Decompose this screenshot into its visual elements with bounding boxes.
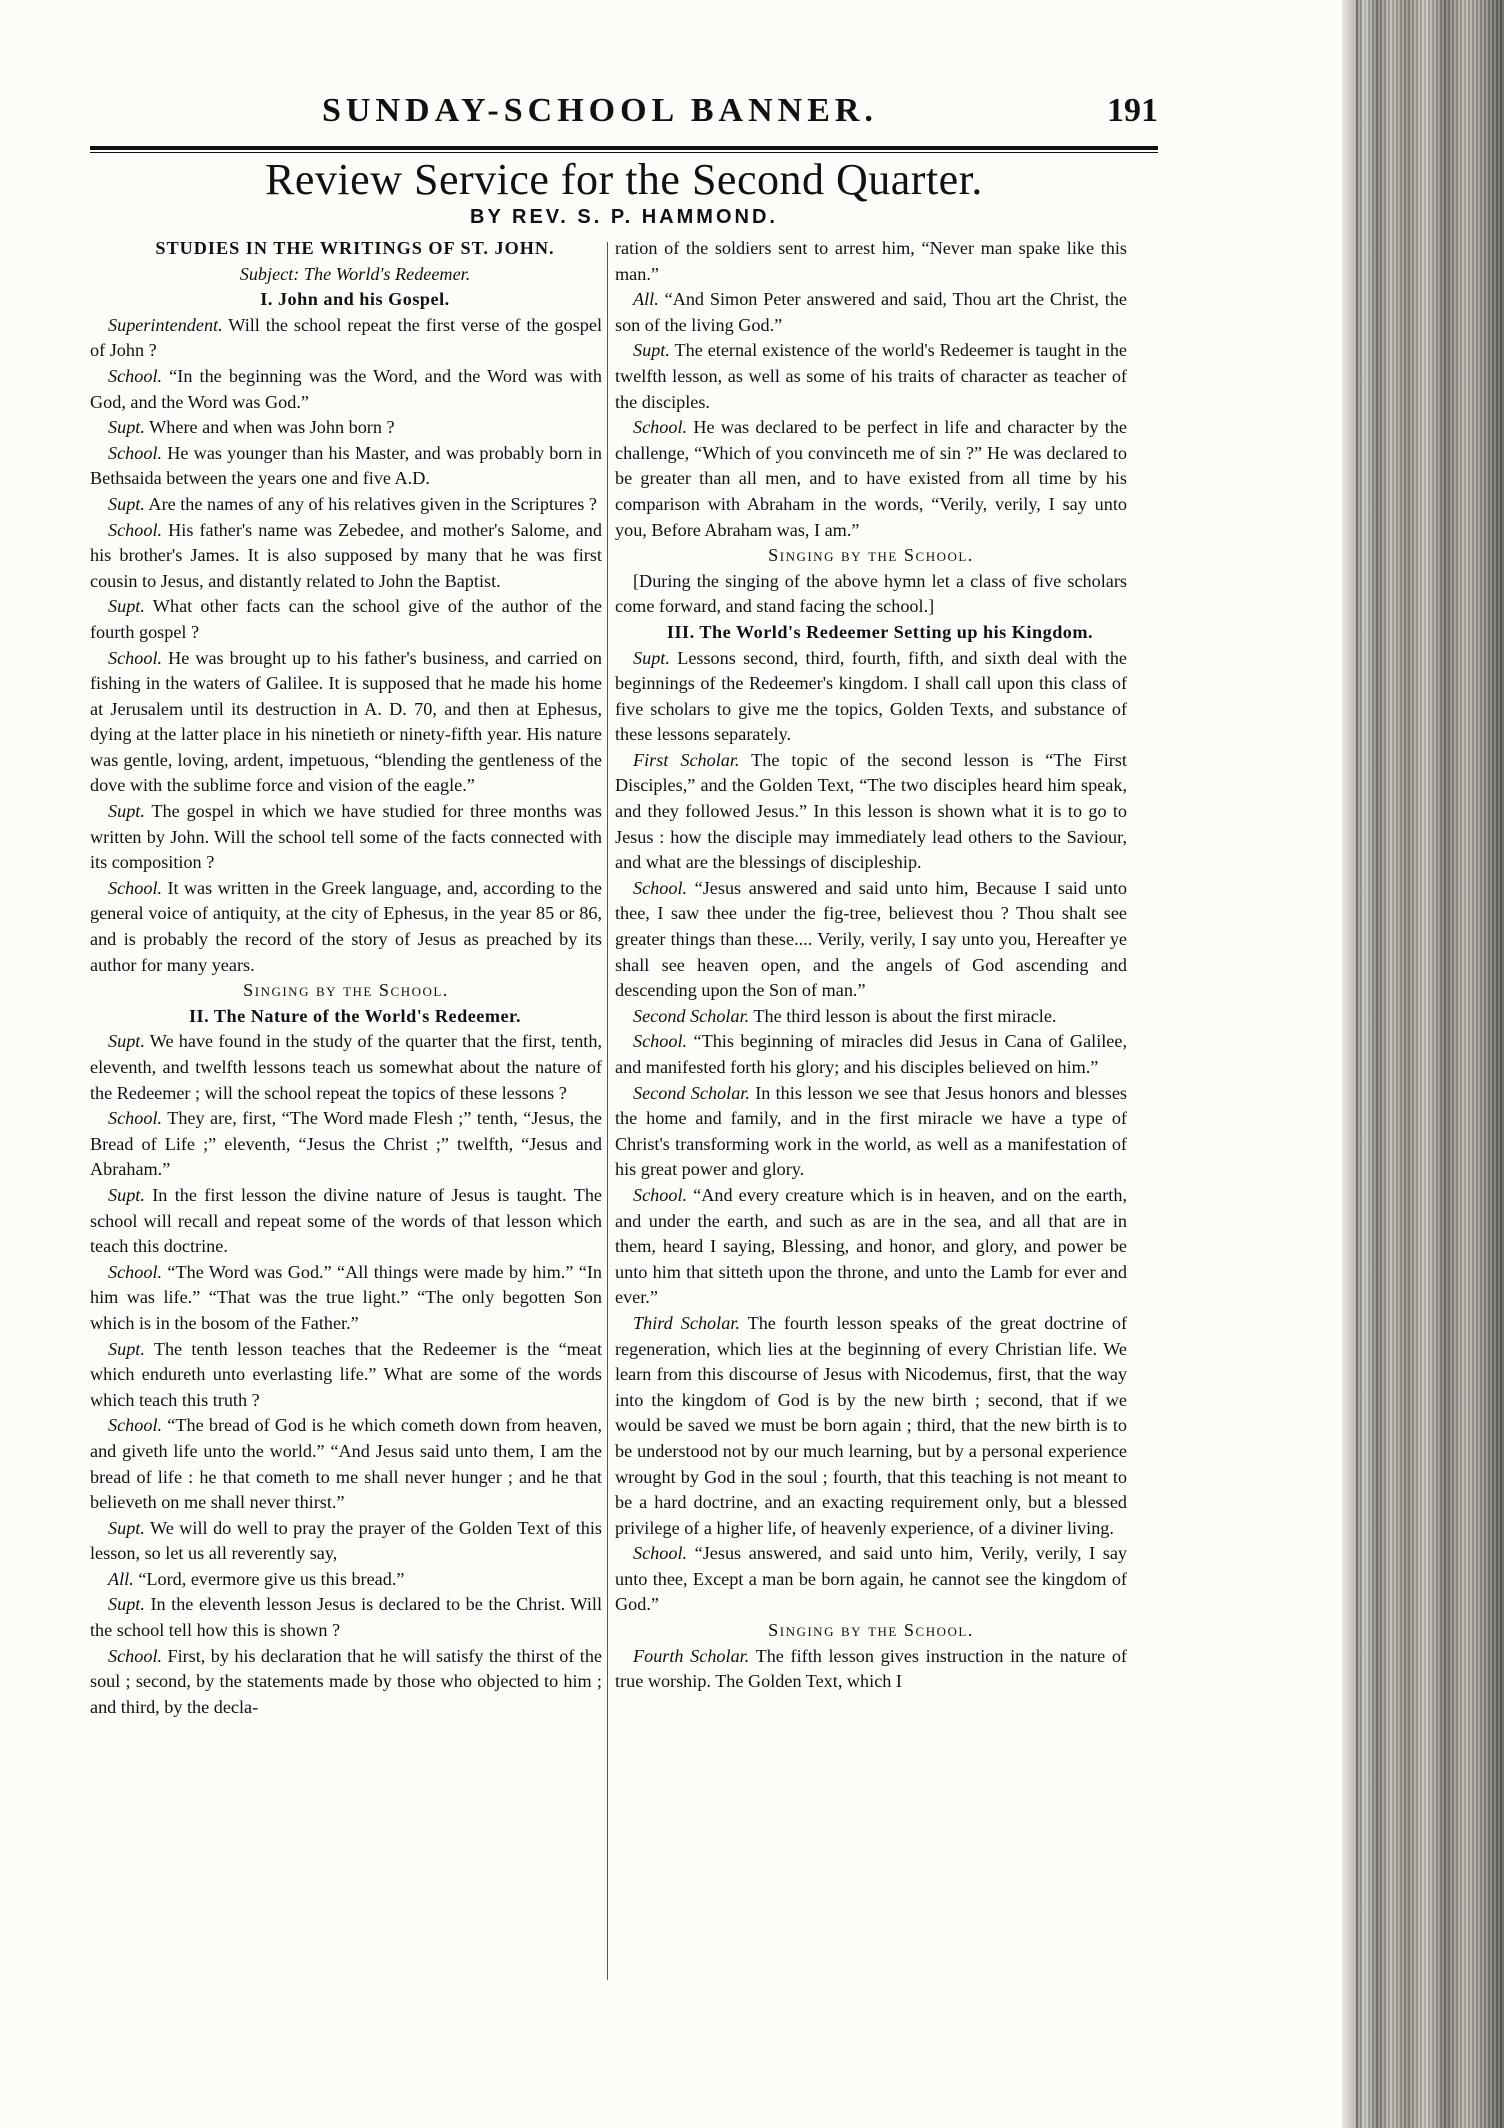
paragraph-text: “In the beginning was the Word, and the Word was with God, and the Word was God.” [90, 365, 602, 412]
speaker: School. [108, 1261, 163, 1282]
paragraph-text: It was written in the Greek language, and, according to the general voice of antiquity, at the city of Ephesus, in the year 85 or 86, and is probably the record of the story of Jesus as preached by its author for many years. [90, 877, 602, 975]
paragraph [90, 799, 602, 876]
paragraph-text: “The bread of God is he which cometh down from heaven, and giveth life unto the world.” “And Jesus said unto them, I am the bread of life : he that cometh to me shall never hunger ; and he that believeth on me shall never thirst.” [90, 1415, 602, 1513]
paragraph [90, 1644, 602, 1721]
speaker: School. [633, 417, 688, 438]
paragraph-text: The tenth lesson teaches that the Redeemer is the “meat which endureth unto everlasting life.” What are some of the words which teach this truth ? [90, 1338, 602, 1410]
paragraph-text: We have found in the study of the quarter that the first, tenth, eleventh, and twelfth lessons teach us somewhat about the nature of the Redeemer ; will the school repeat the topics of these lessons ? [90, 1031, 602, 1103]
paragraph [615, 1183, 1127, 1311]
running-title: SUNDAY-SCHOOL BANNER. [322, 92, 878, 129]
paragraph [90, 492, 602, 518]
subject-line: Subject: The World's Redeemer. [239, 263, 471, 284]
paragraph [615, 415, 1127, 543]
paragraph-text: “The Word was God.” “All things were made by him.” “In him was life.” “That was the true light.” “The only begotten Son which is in the bosom of the Father.” [90, 1261, 602, 1333]
running-header [90, 92, 1158, 142]
speaker: School. [633, 1184, 688, 1205]
paragraph [615, 876, 1127, 1004]
section-heading-2: II. The Nature of the World's Redeemer. [188, 1005, 522, 1026]
speaker: Superintendent. [108, 314, 223, 335]
paragraph [90, 1029, 602, 1106]
left-column [90, 236, 602, 1720]
paragraph [615, 338, 1127, 415]
paragraph-text: The fifth lesson gives instruction in the nature of true worship. The Golden Text, which I [615, 1645, 1127, 1692]
paragraph-text: He was younger than his Master, and was probably born in Bethsaida between the years one and five A.D. [90, 442, 602, 489]
right-column [615, 236, 1127, 1695]
speaker: Supt. [108, 1594, 145, 1615]
speaker: Supt. [108, 493, 145, 514]
paragraph [615, 1004, 1127, 1030]
speaker: School. [108, 1645, 163, 1666]
page-number: 191 [1107, 92, 1158, 129]
paragraph: ration of the soldiers sent to arrest him, “Never man spake like this man.” [615, 238, 1127, 284]
paragraph [615, 1644, 1127, 1695]
paragraph-text: “And every creature which is in heaven, and on the earth, and under the earth, and such as are in the sea, and all that are in them, heard I saying, Blessing, and honor, and glory, and power be unto him that sitteth upon the throne, and unto the Lamb for ever and ever.” [615, 1184, 1127, 1308]
paragraph [90, 441, 602, 492]
speaker: First Scholar. [633, 749, 740, 770]
paragraph-text: “Lord, evermore give us this bread.” [133, 1568, 405, 1589]
speaker: Supt. [108, 1184, 145, 1205]
speaker: Supt. [633, 340, 670, 361]
paragraph-text: In this lesson we see that Jesus honors and blesses the home and family, and in the first miracle we have a type of Christ's transforming work in the world, as well as a manifestation of his great power and glory. [615, 1082, 1127, 1180]
paragraph-text: The topic of the second lesson is “The First Disciples,” and the Golden Text, “The two disciples heard him speak, and they followed Jesus.” In this lesson is shown what it is to go to Jesus : how the disciple may immediately lead others to the Saviour, and what are the blessings of discipleship. [615, 749, 1127, 873]
article-title: Review Service for the Second Quarter. [265, 155, 983, 204]
paragraph [615, 1541, 1127, 1618]
speaker: School. [108, 365, 163, 386]
singing-note: Singing by the School. [768, 545, 974, 566]
paragraph [90, 1260, 602, 1337]
speaker: School. [108, 877, 163, 898]
paragraph-text: The fourth lesson speaks of the great doctrine of regeneration, which lies at the beginning of every Christian life. We learn from this discourse of Jesus with Nicodemus, first, that the way into the kingdom of God is by the new birth ; second, that if we would be saved we must be born again ; third, that the new birth is to be understood not by our much learning, but by a personal experience wrought by God in the soul ; fourth, that this teaching is not meant to be a hard doctrine, and an exacting requirement only, but a blessed privilege of a higher life, of heavenly experience, of a diviner living. [615, 1312, 1127, 1538]
book-page-edges [1342, 0, 1504, 2128]
paragraph [90, 1337, 602, 1414]
singing-note: Singing by the School. [243, 980, 449, 1001]
speaker: School. [108, 442, 163, 463]
paragraph-text: The eternal existence of the world's Redeemer is taught in the twelfth lesson, as well as some of his traits of character as teacher of the disciples. [615, 340, 1127, 412]
paragraph-text: He was brought up to his father's business, and carried on fishing in the waters of Galilee. It is supposed that he made his home at Jerusalem until its destruction in A. D. 70, and then at Ephesus, dying at the latter place in his ninetieth or ninety-fifth year. His nature was gentle, loving, ardent, impetuous, “blending the gentleness of the dove with the sublime force and vision of the eagle.” [90, 647, 602, 796]
paragraph-text: We will do well to pray the prayer of the Golden Text of this lesson, so let us all reverently say, [90, 1517, 602, 1564]
paragraph [90, 1592, 602, 1643]
singing-note: Singing by the School. [768, 1620, 974, 1641]
speaker: Supt. [108, 1031, 145, 1052]
speaker: Supt. [633, 647, 670, 668]
speaker: Supt. [108, 1338, 145, 1359]
paragraph [90, 1413, 602, 1515]
paragraph-text: The third lesson is about the first miracle. [749, 1005, 1057, 1026]
paragraph [90, 876, 602, 978]
column-divider [607, 242, 608, 1980]
paragraph [90, 415, 602, 441]
speaker: School. [633, 1031, 688, 1052]
paragraph [90, 646, 602, 800]
speaker: Supt. [108, 801, 145, 822]
paragraph-text: Are the names of any of his relatives given in the Scriptures ? [144, 493, 597, 514]
paragraph [90, 594, 602, 645]
paragraph [90, 1516, 602, 1567]
paragraph [90, 1183, 602, 1260]
speaker: Supt. [108, 417, 145, 438]
speaker: All. [633, 289, 659, 310]
speaker: Fourth Scholar. [633, 1645, 750, 1666]
section-heading-1: I. John and his Gospel. [260, 289, 450, 310]
speaker: Second Scholar. [633, 1082, 750, 1103]
speaker: Supt. [108, 1517, 145, 1538]
paragraph-text: The gospel in which we have studied for three months was written by John. Will the school tell some of the facts connected with its composition ? [90, 801, 602, 873]
speaker: School. [108, 519, 163, 540]
speaker: Supt. [108, 596, 145, 617]
paragraph [90, 313, 602, 364]
speaker: All. [108, 1568, 134, 1589]
speaker: Third Scholar. [633, 1312, 740, 1333]
speaker: School. [108, 1108, 163, 1129]
paragraph-text: He was declared to be perfect in life and character by the challenge, “Which of you convinceth me of sin ?” He was declared to be greater than all men, and to have existed from all time by his comparison with Abraham in the words, “Verily, verily, I say unto you, Before Abraham was, I am.” [615, 417, 1127, 540]
stage-direction: [During the singing of the above hymn let a class of five scholars come forward, and stand facing the school.] [615, 570, 1127, 617]
paragraph-text: What other facts can the school give of the author of the fourth gospel ? [90, 596, 602, 642]
paragraph-text: First, by his declaration that he will satisfy the thirst of the soul ; second, by the statements made by those who objected to him ; and third, by the decla- [90, 1645, 602, 1717]
speaker: School. [633, 877, 688, 898]
paragraph-text: In the first lesson the divine nature of Jesus is taught. The school will recall and repeat some of the words of that lesson which teach this doctrine. [90, 1184, 602, 1257]
paragraph [615, 1081, 1127, 1183]
paragraph [90, 1106, 602, 1183]
paragraph [90, 364, 602, 415]
paragraph-text: Lessons second, third, fourth, fifth, and sixth deal with the beginnings of the Redeemer's kingdom. I shall call upon this class of five scholars to give me the topics, Golden Texts, and substance of these lessons separately. [615, 647, 1127, 745]
paragraph-text: Where and when was John born ? [144, 417, 395, 438]
main-heading: STUDIES IN THE WRITINGS OF ST. JOHN. [155, 238, 555, 258]
paragraph [90, 518, 602, 595]
paragraph-text: They are, first, “The Word made Flesh ;” tenth, “Jesus, the Bread of Life ;” eleventh, “Jesus the Christ ;” twelfth, “Jesus and Abraham.” [90, 1108, 602, 1180]
paragraph [615, 646, 1127, 748]
byline: BY REV. S. P. HAMMOND. [470, 206, 778, 228]
paragraph [615, 287, 1127, 338]
speaker: School. [108, 647, 163, 668]
paragraph-text: In the eleventh lesson Jesus is declared to be the Christ. Will the school tell how this is shown ? [90, 1594, 602, 1641]
paragraph-text: “Jesus answered, and said unto him, Verily, verily, I say unto thee, Except a man be born again, he cannot see the kingdom of God.” [615, 1543, 1127, 1615]
paragraph-text: “And Simon Peter answered and said, Thou art the Christ, the son of the living God.” [615, 289, 1127, 335]
paragraph-text: Will the school repeat the first verse of the gospel of John ? [90, 314, 602, 361]
paragraph-text: His father's name was Zebedee, and mother's Salome, and his brother's James. It is also supposed by many that he was first cousin to Jesus, and distantly related to John the Baptist. [90, 519, 602, 591]
paragraph-text: “This beginning of miracles did Jesus in Cana of Galilee, and manifested forth his glory; and his disciples believed on him.” [615, 1031, 1127, 1077]
speaker: School. [633, 1543, 688, 1564]
speaker: Second Scholar. [633, 1005, 750, 1026]
paragraph [615, 1311, 1127, 1541]
section-heading-3: III. The World's Redeemer Setting up his Kingdom. [666, 621, 1094, 642]
speaker: School. [108, 1415, 163, 1436]
header-rule [90, 146, 1158, 153]
paragraph-text: “Jesus answered and said unto him, Because I said unto thee, I saw thee under the fig-tree, believest thou ? Thou shalt see greater things than these.... Verily, verily, I say unto you, Hereafter ye shall see heaven open, and the angels of God ascending and descending upon the Son of man.” [615, 877, 1127, 1001]
paragraph [615, 748, 1127, 876]
paragraph [90, 1567, 602, 1593]
paragraph [615, 1029, 1127, 1080]
